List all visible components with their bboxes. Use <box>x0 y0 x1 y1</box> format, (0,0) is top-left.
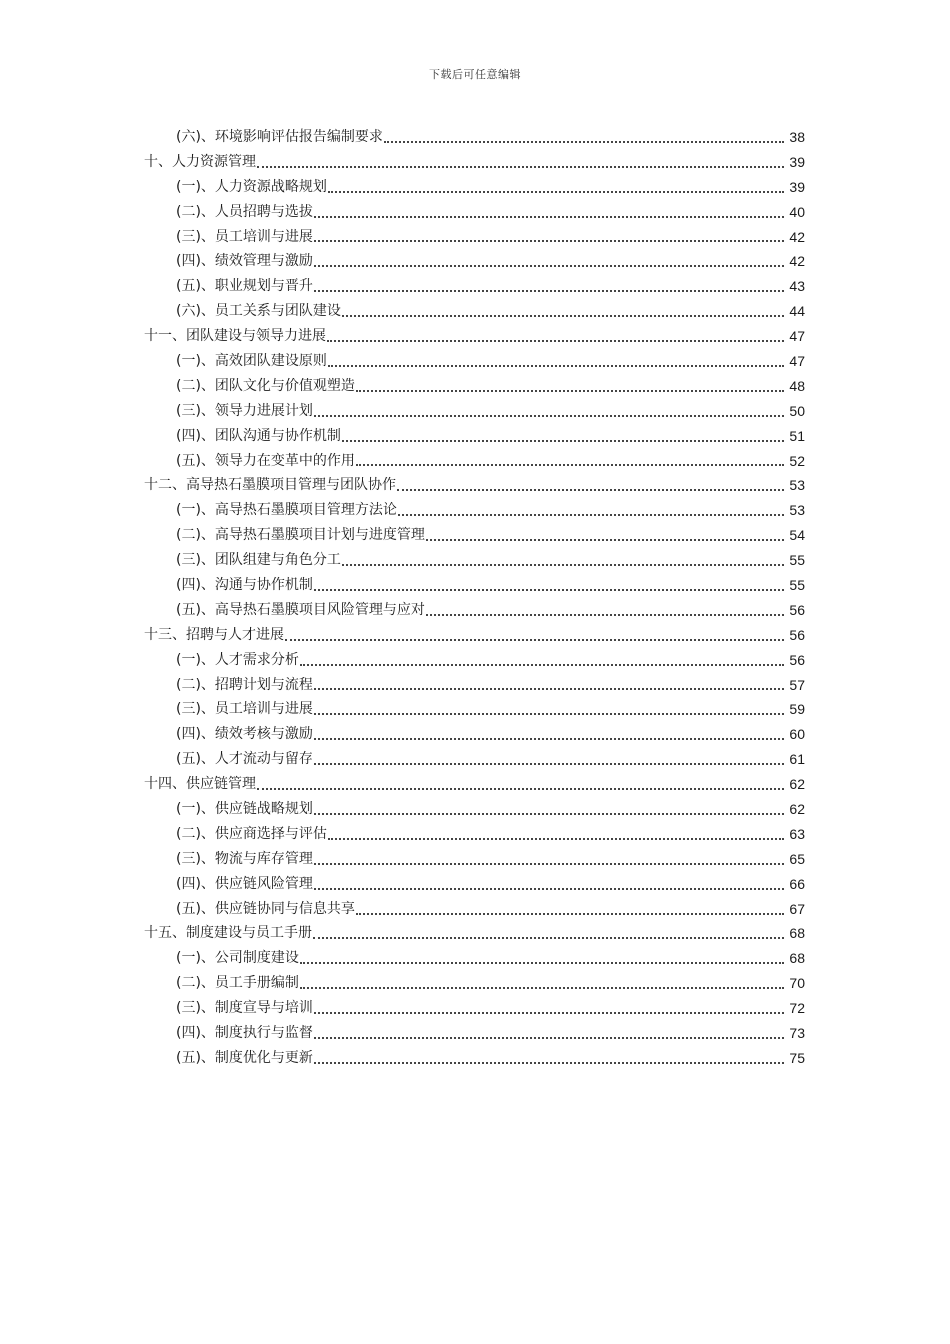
toc-entry-title: (三)、员工培训与进展 <box>176 701 313 718</box>
toc-section-entry[interactable] <box>0 797 950 822</box>
toc-page-number: 48 <box>789 377 805 394</box>
toc-page-number: 53 <box>789 477 805 494</box>
toc-dot-leader <box>342 315 784 317</box>
toc-section-entry[interactable] <box>0 399 950 424</box>
toc-entry-title: (一)、高导热石墨膜项目管理方法论 <box>176 502 397 519</box>
toc-page-number: 47 <box>789 328 805 345</box>
toc-section-entry[interactable] <box>0 996 950 1021</box>
toc-chapter-entry[interactable] <box>0 922 950 947</box>
toc-page-number: 43 <box>789 278 805 295</box>
toc-page-number: 67 <box>789 900 805 917</box>
toc-page-number: 47 <box>789 353 805 369</box>
toc-page-number: 44 <box>789 303 805 320</box>
toc-entry-title: (六)、员工关系与团队建设 <box>176 303 341 320</box>
toc-entry-title: (五)、职业规划与晋升 <box>176 278 313 295</box>
toc-dot-leader <box>328 191 784 193</box>
toc-section-entry[interactable] <box>0 598 950 623</box>
toc-entry-title: (三)、领导力进展计划 <box>176 402 313 419</box>
toc-entry-title: (三)、制度宣导与培训 <box>176 1000 313 1017</box>
toc-section-entry[interactable] <box>0 872 950 897</box>
toc-page-number: 68 <box>789 950 805 967</box>
toc-section-entry[interactable] <box>0 822 950 847</box>
toc-entry-title: (一)、公司制度建设 <box>176 950 299 967</box>
toc-page-number: 66 <box>789 875 805 892</box>
toc-entry-title: (五)、供应链协同与信息共享 <box>176 900 355 917</box>
toc-chapter-entry[interactable] <box>0 324 950 349</box>
toc-page-number: 42 <box>789 228 805 245</box>
toc-dot-leader <box>426 614 784 616</box>
toc-section-entry[interactable] <box>0 175 950 200</box>
toc-entry-title: 十三、招聘与人才进展 <box>144 626 284 643</box>
toc-dot-leader <box>314 1012 784 1014</box>
toc-entry-title: (四)、供应链风险管理 <box>176 875 313 892</box>
toc-entry-title: 十一、团队建设与领导力进展 <box>144 328 326 345</box>
toc-dot-leader <box>314 738 784 740</box>
toc-section-entry[interactable] <box>0 847 950 872</box>
toc-dot-leader <box>314 713 784 715</box>
toc-entry-title: (一)、人才需求分析 <box>176 651 299 668</box>
toc-section-entry[interactable] <box>0 274 950 299</box>
toc-page-number: 39 <box>789 153 805 170</box>
toc-dot-leader <box>300 962 784 964</box>
toc-dot-leader <box>356 464 784 466</box>
toc-section-entry[interactable] <box>0 971 950 996</box>
toc-section-entry[interactable] <box>0 424 950 449</box>
toc-dot-leader <box>257 166 784 168</box>
toc-entry-title: (五)、领导力在变革中的作用 <box>176 452 355 469</box>
toc-dot-leader <box>356 913 784 915</box>
toc-entry-title: (四)、绩效考核与激励 <box>176 726 313 743</box>
toc-entry-title: (六)、环境影响评估报告编制要求 <box>176 128 383 145</box>
toc-dot-leader <box>314 863 784 865</box>
toc-page-number: 61 <box>789 751 805 768</box>
toc-page-number: 62 <box>789 776 805 793</box>
toc-page-number: 42 <box>789 253 805 270</box>
toc-page-number: 70 <box>789 975 805 992</box>
toc-entry-title: (一)、高效团队建设原则 <box>176 353 327 369</box>
toc-dot-leader <box>300 664 784 666</box>
toc-dot-leader <box>314 240 784 242</box>
toc-section-entry[interactable] <box>0 697 950 722</box>
toc-page-number: 56 <box>789 601 805 618</box>
toc-section-entry[interactable] <box>0 1021 950 1046</box>
toc-dot-leader <box>314 1037 784 1039</box>
toc-page-number: 53 <box>789 502 805 519</box>
toc-section-entry[interactable] <box>0 498 950 523</box>
toc-entry-title: (四)、制度执行与监督 <box>176 1025 313 1042</box>
toc-entry-title: (二)、高导热石墨膜项目计划与进度管理 <box>176 527 425 544</box>
toc-section-entry[interactable] <box>0 722 950 747</box>
toc-entry-title: (二)、团队文化与价值观塑造 <box>176 377 355 394</box>
toc-section-entry[interactable] <box>0 1046 950 1071</box>
toc-entry-title: (二)、供应商选择与评估 <box>176 825 327 842</box>
toc-section-entry[interactable] <box>0 200 950 225</box>
toc-page-number: 62 <box>789 801 805 818</box>
toc-dot-leader <box>398 514 784 516</box>
toc-page-number: 51 <box>789 427 805 444</box>
toc-entry-title: (二)、员工手册编制 <box>176 975 299 992</box>
toc-dot-leader <box>314 589 784 591</box>
toc-entry-title: (三)、员工培训与进展 <box>176 228 313 245</box>
toc-page-number: 55 <box>789 577 805 594</box>
page-header-note: 下载后可任意编辑 <box>429 68 521 81</box>
toc-page-number: 57 <box>789 676 805 693</box>
toc-page-number: 56 <box>789 651 805 668</box>
toc-dot-leader <box>342 440 784 442</box>
toc-page-number: 75 <box>789 1049 805 1066</box>
toc-dot-leader <box>314 763 784 765</box>
toc-section-entry[interactable] <box>0 648 950 673</box>
toc-section-entry[interactable] <box>0 225 950 250</box>
toc-dot-leader <box>397 489 784 491</box>
toc-dot-leader <box>327 340 784 342</box>
toc-entry-title: (四)、团队沟通与协作机制 <box>176 427 341 444</box>
toc-page-number: 68 <box>789 925 805 942</box>
toc-section-entry[interactable] <box>0 548 950 573</box>
toc-section-entry[interactable] <box>0 299 950 324</box>
toc-dot-leader <box>257 788 784 790</box>
toc-entry-title: (五)、高导热石墨膜项目风险管理与应对 <box>176 601 425 618</box>
toc-entry-title: (五)、人才流动与留存 <box>176 751 313 768</box>
toc-dot-leader <box>384 141 784 143</box>
toc-dot-leader <box>314 888 784 890</box>
toc-entry-title: (三)、物流与库存管理 <box>176 850 313 867</box>
toc-dot-leader <box>328 838 784 840</box>
toc-dot-leader <box>426 539 784 541</box>
toc-dot-leader <box>314 290 784 292</box>
toc-section-entry[interactable] <box>0 946 950 971</box>
toc-entry-title: 十、人力资源管理 <box>144 153 256 170</box>
toc-page-number: 39 <box>789 178 805 195</box>
toc-chapter-entry[interactable] <box>0 150 950 175</box>
toc-section-entry[interactable] <box>0 349 950 374</box>
toc-entry-title: (二)、人员招聘与选拔 <box>176 203 313 220</box>
toc-dot-leader <box>328 365 784 367</box>
toc-entry-title: (一)、人力资源战略规划 <box>176 178 327 195</box>
toc-section-entry[interactable] <box>0 673 950 698</box>
toc-page-number: 54 <box>789 527 805 544</box>
toc-entry-title: 十五、制度建设与员工手册 <box>144 925 312 942</box>
toc-page-number: 50 <box>789 402 805 419</box>
toc-dot-leader <box>342 564 784 566</box>
toc-section-entry[interactable] <box>0 449 950 474</box>
table-of-contents <box>0 125 950 1071</box>
toc-chapter-entry[interactable] <box>0 772 950 797</box>
toc-entry-title: (三)、团队组建与角色分工 <box>176 552 341 569</box>
toc-page-number: 40 <box>789 203 805 220</box>
toc-section-entry[interactable] <box>0 523 950 548</box>
toc-dot-leader <box>314 1062 784 1064</box>
toc-entry-title: (五)、制度优化与更新 <box>176 1049 313 1066</box>
toc-entry-title: (一)、供应链战略规划 <box>176 801 313 818</box>
toc-section-entry[interactable] <box>0 249 950 274</box>
toc-entry-title: (四)、沟通与协作机制 <box>176 577 313 594</box>
toc-dot-leader <box>314 813 784 815</box>
toc-section-entry[interactable] <box>0 747 950 772</box>
toc-chapter-entry[interactable] <box>0 473 950 498</box>
toc-dot-leader <box>300 987 784 989</box>
toc-page-number: 65 <box>789 850 805 867</box>
toc-entry-title: (二)、招聘计划与流程 <box>176 676 313 693</box>
toc-chapter-entry[interactable] <box>0 623 950 648</box>
toc-entry-title: 十四、供应链管理 <box>144 776 256 793</box>
toc-section-entry[interactable] <box>0 897 950 922</box>
toc-page-number: 38 <box>789 128 805 145</box>
toc-section-entry[interactable] <box>0 374 950 399</box>
toc-dot-leader <box>314 688 784 690</box>
toc-dot-leader <box>285 639 784 641</box>
toc-section-entry[interactable] <box>0 573 950 598</box>
toc-dot-leader <box>314 415 784 417</box>
toc-page-number: 56 <box>789 626 805 643</box>
toc-dot-leader <box>314 265 784 267</box>
toc-dot-leader <box>313 937 784 939</box>
toc-entry-title: 十二、高导热石墨膜项目管理与团队协作 <box>144 477 396 494</box>
toc-dot-leader <box>356 390 784 392</box>
toc-entry-title: (四)、绩效管理与激励 <box>176 253 313 270</box>
toc-page-number: 55 <box>789 552 805 569</box>
toc-page-number: 63 <box>789 825 805 842</box>
toc-section-entry[interactable] <box>0 125 950 150</box>
toc-page-number: 52 <box>789 452 805 469</box>
toc-page-number: 72 <box>789 1000 805 1017</box>
toc-page-number: 60 <box>789 726 805 743</box>
toc-page-number: 73 <box>789 1025 805 1042</box>
toc-page-number: 59 <box>789 701 805 718</box>
toc-dot-leader <box>314 216 784 218</box>
